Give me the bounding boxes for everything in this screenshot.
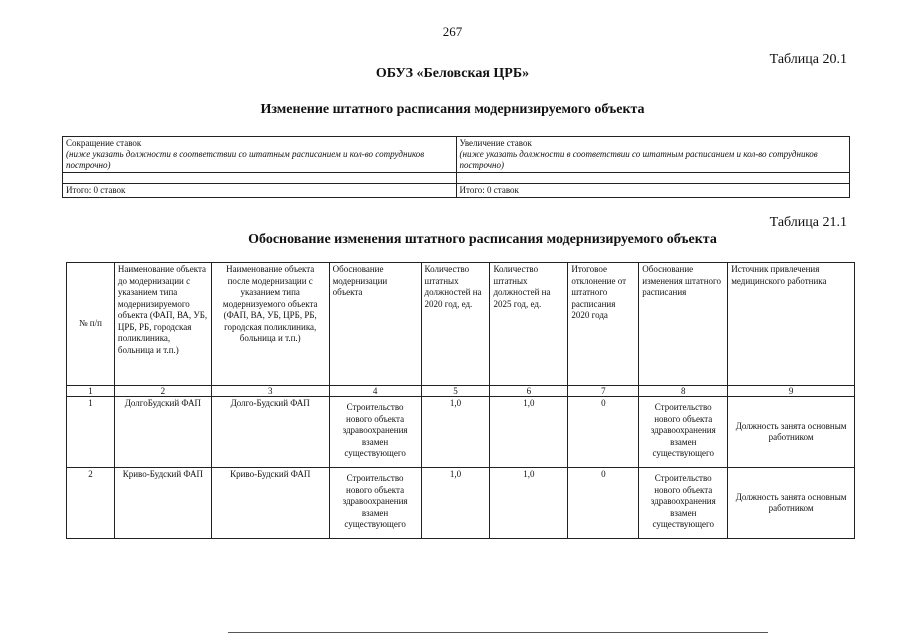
- reduction-header-cell: [63, 137, 457, 173]
- increase-note: (ниже указать должности в соответствии со штатным расписанием и кол-во сотрудников построчно): [459, 149, 818, 170]
- bottom-divider: [228, 632, 768, 633]
- staff-change-table: [62, 136, 850, 198]
- modernization-reason: Строительство нового объекта здравоохранения взамен существующего: [342, 473, 408, 529]
- header-cell: Обоснование изменения штатного расписания: [639, 263, 728, 386]
- object-after: Долго-Будский ФАП: [211, 397, 329, 468]
- deviation: 0: [568, 468, 639, 539]
- increase-total: Итого: 0 ставок: [456, 184, 850, 198]
- reduction-header: Сокращение ставок: [66, 138, 142, 148]
- header-cell: № п/п: [67, 263, 115, 386]
- row-number: 2: [67, 468, 115, 539]
- table-20-title: Изменение штатного расписания модернизируемого объекта: [260, 102, 645, 117]
- row-number: 1: [67, 397, 115, 468]
- empty-cell: [63, 173, 457, 184]
- count-2020: 1,0: [421, 397, 490, 468]
- modernization-reason: Строительство нового объекта здравоохранения взамен существующего: [342, 402, 408, 458]
- table-row: [67, 468, 855, 539]
- modernization-reason-cell: [329, 468, 421, 539]
- header-cell: Источник привлечения медицинского работника: [728, 263, 855, 386]
- staff-justification-table: [66, 262, 855, 539]
- count-2020: 1,0: [421, 468, 490, 539]
- header-cell: Количество штатных должностей на 2020 год, ед.: [421, 263, 490, 386]
- header-cell: Количество штатных должностей на 2025 год, ед.: [490, 263, 568, 386]
- column-number: 3: [211, 386, 329, 397]
- object-before: Криво-Будский ФАП: [114, 468, 211, 539]
- column-number: 2: [114, 386, 211, 397]
- org-title: ОБУЗ «Беловская ЦРБ»: [375, 66, 530, 81]
- header-cell: Наименование объекта до модернизации с указанием типа модернизируемого объекта (ФАП, ВА, УБ, ЦРБ, РБ, городская поликлиника, больница и т.п.): [114, 263, 211, 386]
- header-cell: Наименование объекта после модернизации с указанием типа модернизуемого объекта (ФАП, ВА, УБ, ЦРБ, РБ, городская поликлиника, больница и т.п.): [211, 263, 329, 386]
- header-row: [67, 263, 855, 386]
- count-2025: 1,0: [490, 468, 568, 539]
- column-number: 5: [421, 386, 490, 397]
- column-number: 4: [329, 386, 421, 397]
- increase-header: Увеличение ставок: [459, 138, 532, 148]
- table-21-label: Таблица 21.1: [769, 215, 847, 230]
- object-before: ДолгоБудский ФАП: [114, 397, 211, 468]
- justification-cell: [639, 468, 728, 539]
- header-cell: Обоснование модернизации объекта: [329, 263, 421, 386]
- increase-header-cell: [456, 137, 850, 173]
- table-row: [67, 397, 855, 468]
- empty-cell: [456, 173, 850, 184]
- column-number: 8: [639, 386, 728, 397]
- column-number: 7: [568, 386, 639, 397]
- column-number: 6: [490, 386, 568, 397]
- column-number-row: [67, 386, 855, 397]
- modernization-reason-cell: [329, 397, 421, 468]
- column-number: 1: [67, 386, 115, 397]
- justification: Строительство нового объекта здравоохранения взамен существующего: [650, 402, 716, 458]
- reduction-note: (ниже указать должности в соответствии со штатным расписанием и кол-во сотрудников построчно): [66, 149, 425, 170]
- header-cell: Итоговое отклонение от штатного расписания 2020 года: [568, 263, 639, 386]
- justification-cell: [639, 397, 728, 468]
- page-number: 267: [442, 24, 463, 39]
- column-number: 9: [728, 386, 855, 397]
- worker-source: Должность занята основным работником: [728, 468, 855, 539]
- table-21-title: Обоснование изменения штатного расписания модернизируемого объекта: [248, 232, 717, 247]
- object-after: Криво-Будский ФАП: [211, 468, 329, 539]
- worker-source: Должность занята основным работником: [728, 397, 855, 468]
- reduction-total: Итого: 0 ставок: [63, 184, 457, 198]
- count-2025: 1,0: [490, 397, 568, 468]
- deviation: 0: [568, 397, 639, 468]
- table-20-label: Таблица 20.1: [769, 52, 847, 67]
- justification: Строительство нового объекта здравоохранения взамен существующего: [650, 473, 716, 529]
